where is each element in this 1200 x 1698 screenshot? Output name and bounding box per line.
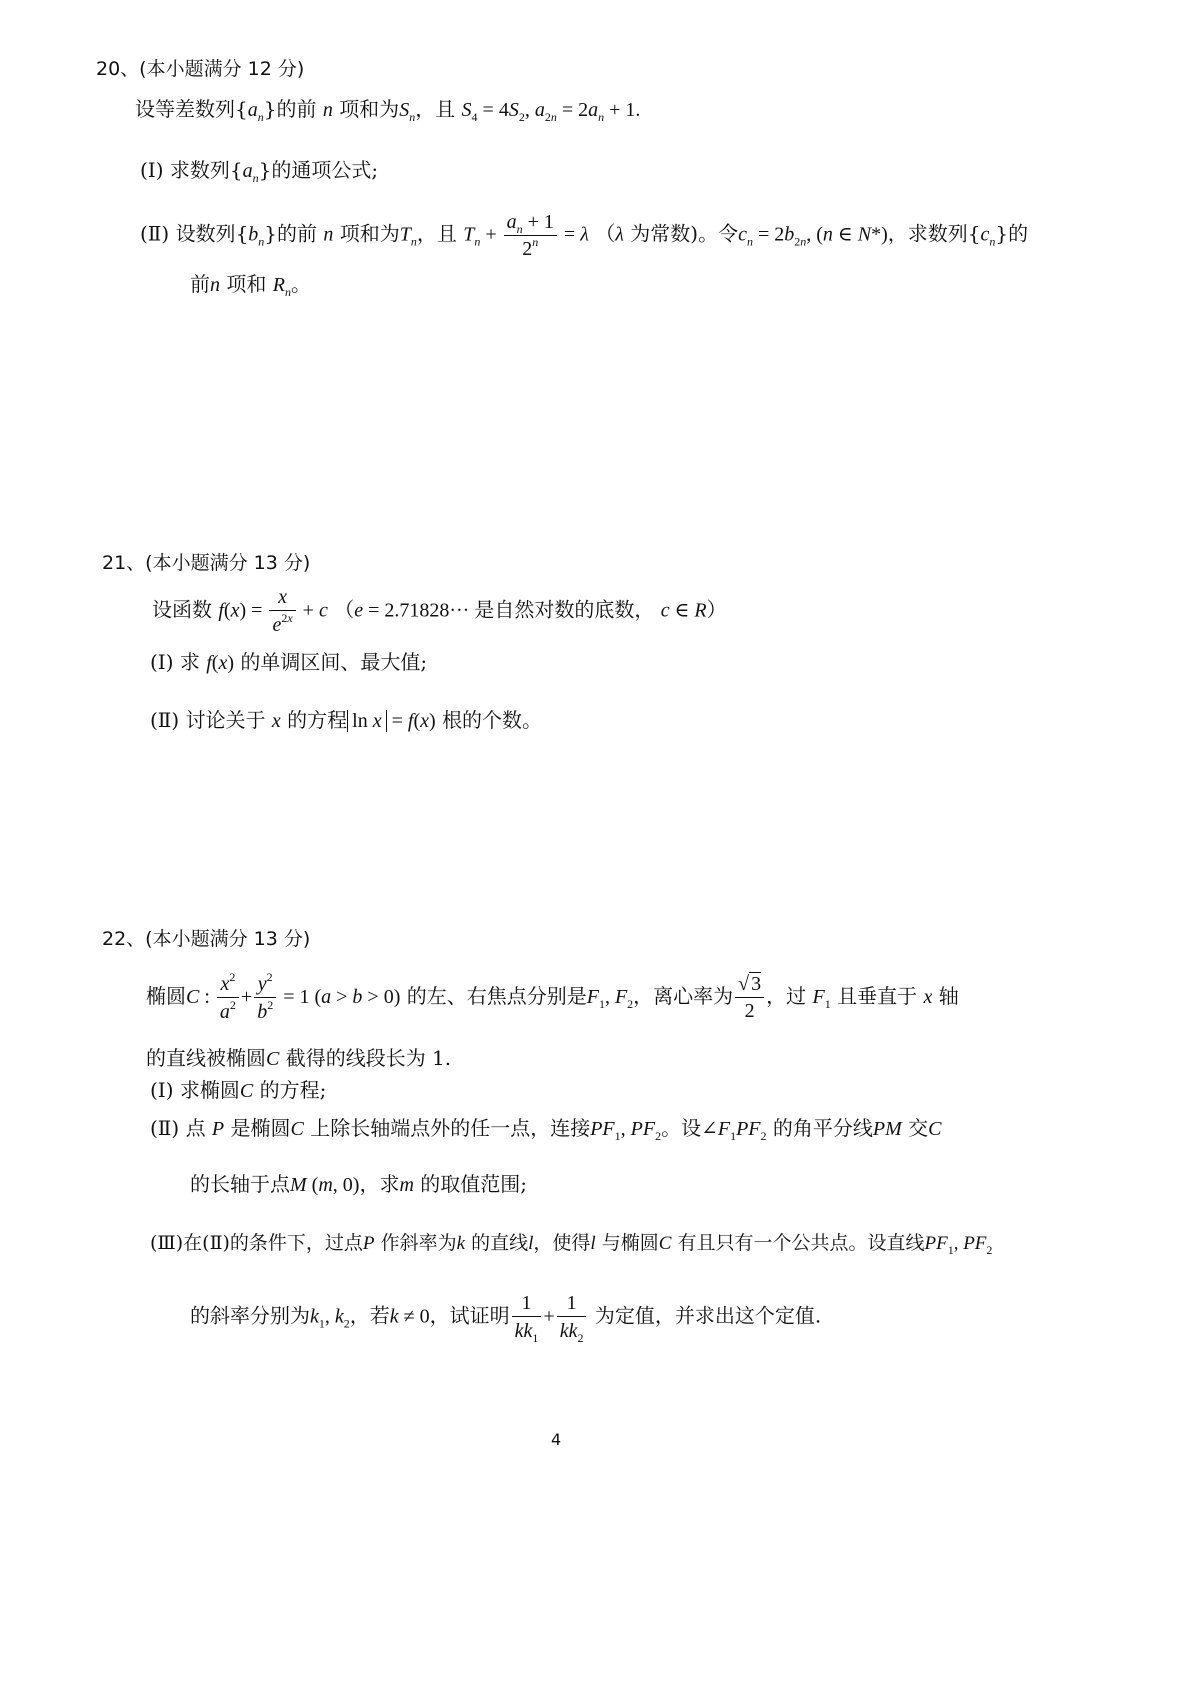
part-label: (Ⅰ) [150,650,174,674]
q22-stem-text: 的左、右焦点分别是 [406,984,587,1008]
q21-stem-text: 是自然对数的底数， [474,597,655,622]
q22-part3-text: 有且只有一个公共点。设直线 [677,1232,925,1254]
part-label: (Ⅱ) [150,708,180,732]
q22-part2-cont: 的长轴于点M (m, 0)，求m 的取值范围; [190,1172,528,1196]
q20-condition-math: S [461,99,472,121]
q22-part3-text: ，试证明 [429,1303,510,1328]
q22-part3-text: 的直线 [471,1232,529,1254]
q21-part2-text: 的方程 [287,708,348,732]
q22-stem-text: 椭圆 [146,984,186,1008]
q21-stem-text: 设函数 [152,597,212,622]
part-label: (Ⅲ) [150,1232,184,1254]
q20-part2-text: ，求数列 [887,221,968,246]
q22-stem-text: 轴 [938,984,959,1008]
q20-part2-text: 的前 [277,221,318,246]
q22-stem-text: 且垂直于 [837,984,918,1008]
q22-part2-text: 上除长轴端点外的任一点，连接 [310,1116,591,1140]
q20-part1-text: 求数列 [169,158,230,182]
q22-part3-text: 在(Ⅱ)的条件下，过点 [183,1232,363,1254]
q20-part2-text: （ [595,221,616,246]
q22-part2-text: 点 [185,1116,206,1140]
q20-part2: (Ⅱ) 设数列$\{b_n\}$的前 n 项和为$T_n$，且 $T_n$ + $\frac{a_n + 1}{2^n}$ = λ （λ 为常数)。令$c_n = 2b_{2n}$, (n ∈ N*)，求数列$\{c_n\}$的 [140,208,1028,262]
q22-part3: (Ⅲ)在(Ⅱ)的条件下，过点P 作斜率为k 的直线l，使得l 与椭圆C 有且只有一个公共点。设直线$PF_1$, $PF_2$ [150,1232,993,1257]
q21-stem-text: ） [706,597,727,622]
part-label: (Ⅰ) [140,158,164,182]
q22-stem-text: 的直线被椭圆 [146,1046,266,1070]
q22-part1: (Ⅰ) 求椭圆C 的方程; [150,1078,327,1102]
q21-stem: 设函数 f(x) = $\frac{x}{e^{2x}}$ + c （e = 2.71828··· 是自然对数的底数， c ∈ R） [152,586,727,636]
q20-part2-cont: 前n 项和 $R_n$。 [190,272,311,299]
q20-part1-text: 的通项公式; [271,158,379,182]
q22-part3-cont: 的斜率分别为$k_1$, $k_2$，若k ≠ 0，试证明 $\frac{1}{kk_1}$ + $\frac{1}{kk_2}$ 为定值，并求出这个定值. [190,1292,822,1345]
q22-stem-text: ，过 [766,984,807,1008]
q22-part3-text: 为定值，并求出这个定值. [594,1303,822,1328]
q22-part3-text: 与椭圆 [601,1232,659,1254]
q20-part2-text: 项和 [226,272,267,296]
fraction: $\frac{1}{kk_1}$ [512,1290,542,1344]
q22-header: 22、(本小题满分 13 分) [102,928,311,950]
q20-part2-text: 前 [190,272,210,296]
q22-part2-text: ，求 [359,1172,400,1196]
q22-part2-text: 交 [908,1116,929,1140]
q21-part1-text: 求 [179,650,200,674]
q21-part2-text: 讨论关于 [185,708,266,732]
fraction: $\frac{a_n + 1}{2^n}$ [504,208,557,262]
q22-part1-text: 求椭圆 [179,1078,240,1102]
q22-part2-text: 。设 [661,1116,702,1140]
q20-stem-text: 项和为 [339,97,400,121]
part-label: (Ⅰ) [150,1078,174,1102]
q20-part2-text: 。 [290,272,311,296]
q20-part1: (Ⅰ) 求数列$\{a_n\}$的通项公式; [140,158,379,185]
q20-stem-text: 设等差数列 [135,97,235,121]
fraction: $\frac{y^2}{b^2}$ [254,970,276,1025]
fraction: $\frac{√ 3}{2}$ [735,971,764,1024]
fraction: $\frac{x}{e^{2x}}$ [269,584,295,638]
q22-part2-text: 是椭圆 [230,1116,291,1140]
q22-stem-text: ，离心率为 [633,984,734,1008]
q22-part3-text: 的斜率分别为 [190,1303,310,1328]
q21-part1: (Ⅰ) 求 f(x) 的单调区间、最大值; [150,650,428,674]
q20-header: 20、(本小题满分 12 分) [96,58,305,80]
q20-part2-text: 为常数)。令 [630,221,739,246]
q21-header: 21、(本小题满分 13 分) [102,552,311,574]
q20-part2-text: 的 [1008,221,1029,246]
q20-part2-text: 设数列 [175,221,236,246]
fraction: $\frac{1}{kk_2}$ [557,1290,587,1344]
q21-stem-text: （ [334,597,355,622]
q22-part1-text: 的方程; [259,1078,327,1102]
q22-part2: (Ⅱ) 点 P 是椭圆C 上除长轴端点外的任一点，连接$PF_1$, $PF_2$。设$\angle F_1PF_2$ 的角平分线PM 交C [150,1116,942,1143]
q21-part1-text: 的单调区间、最大值; [240,650,428,674]
q21-part2-text: 根的个数。 [442,708,543,732]
q21-part2: (Ⅱ) 讨论关于 x 的方程 ln x = f(x) 根的个数。 [150,708,543,732]
part-label: (Ⅱ) [140,221,170,246]
page-number: 4 [551,1430,562,1449]
q22-part2-text: 的取值范围; [420,1172,528,1196]
fraction: $\frac{x^2}{a^2}$ [217,970,239,1025]
q20-stem-text: ，且 [415,97,456,121]
q20-part2-text: 项和为 [339,221,400,246]
q22-stem: 椭圆C : $\frac{x^2}{a^2}$ + $\frac{y^2}{b^2}$ = 1 (a > b > 0) 的左、右焦点分别是$F_1$, $F_2$，离心率为 $\frac{√ 3}{2}$ ，过 $F_1$ 且垂直于 x 轴 [146,970,959,1023]
q22-part2-text: 的角平分线 [772,1116,873,1140]
q20-part2-text: ，且 [416,221,457,246]
q22-part3-text: 作斜率为 [380,1232,457,1254]
q22-part2-text: 的长轴于点 [190,1172,290,1196]
q22-stem-cont: 的直线被椭圆C 截得的线段长为 1. [146,1046,452,1070]
q20-stem: 设等差数列$\{a_n\}$的前 n 项和为$S_n$，且 $S_4 = 4S_2$, $a_{2n} = 2a_n + 1$. [135,97,641,124]
q22-part3-text: ，若 [349,1303,390,1328]
q20-stem-text: 的前 [276,97,317,121]
part-label: (Ⅱ) [150,1116,180,1140]
q22-stem-text: 截得的线段长为 1. [285,1046,452,1070]
q22-part3-text: ，使得 [533,1232,591,1254]
